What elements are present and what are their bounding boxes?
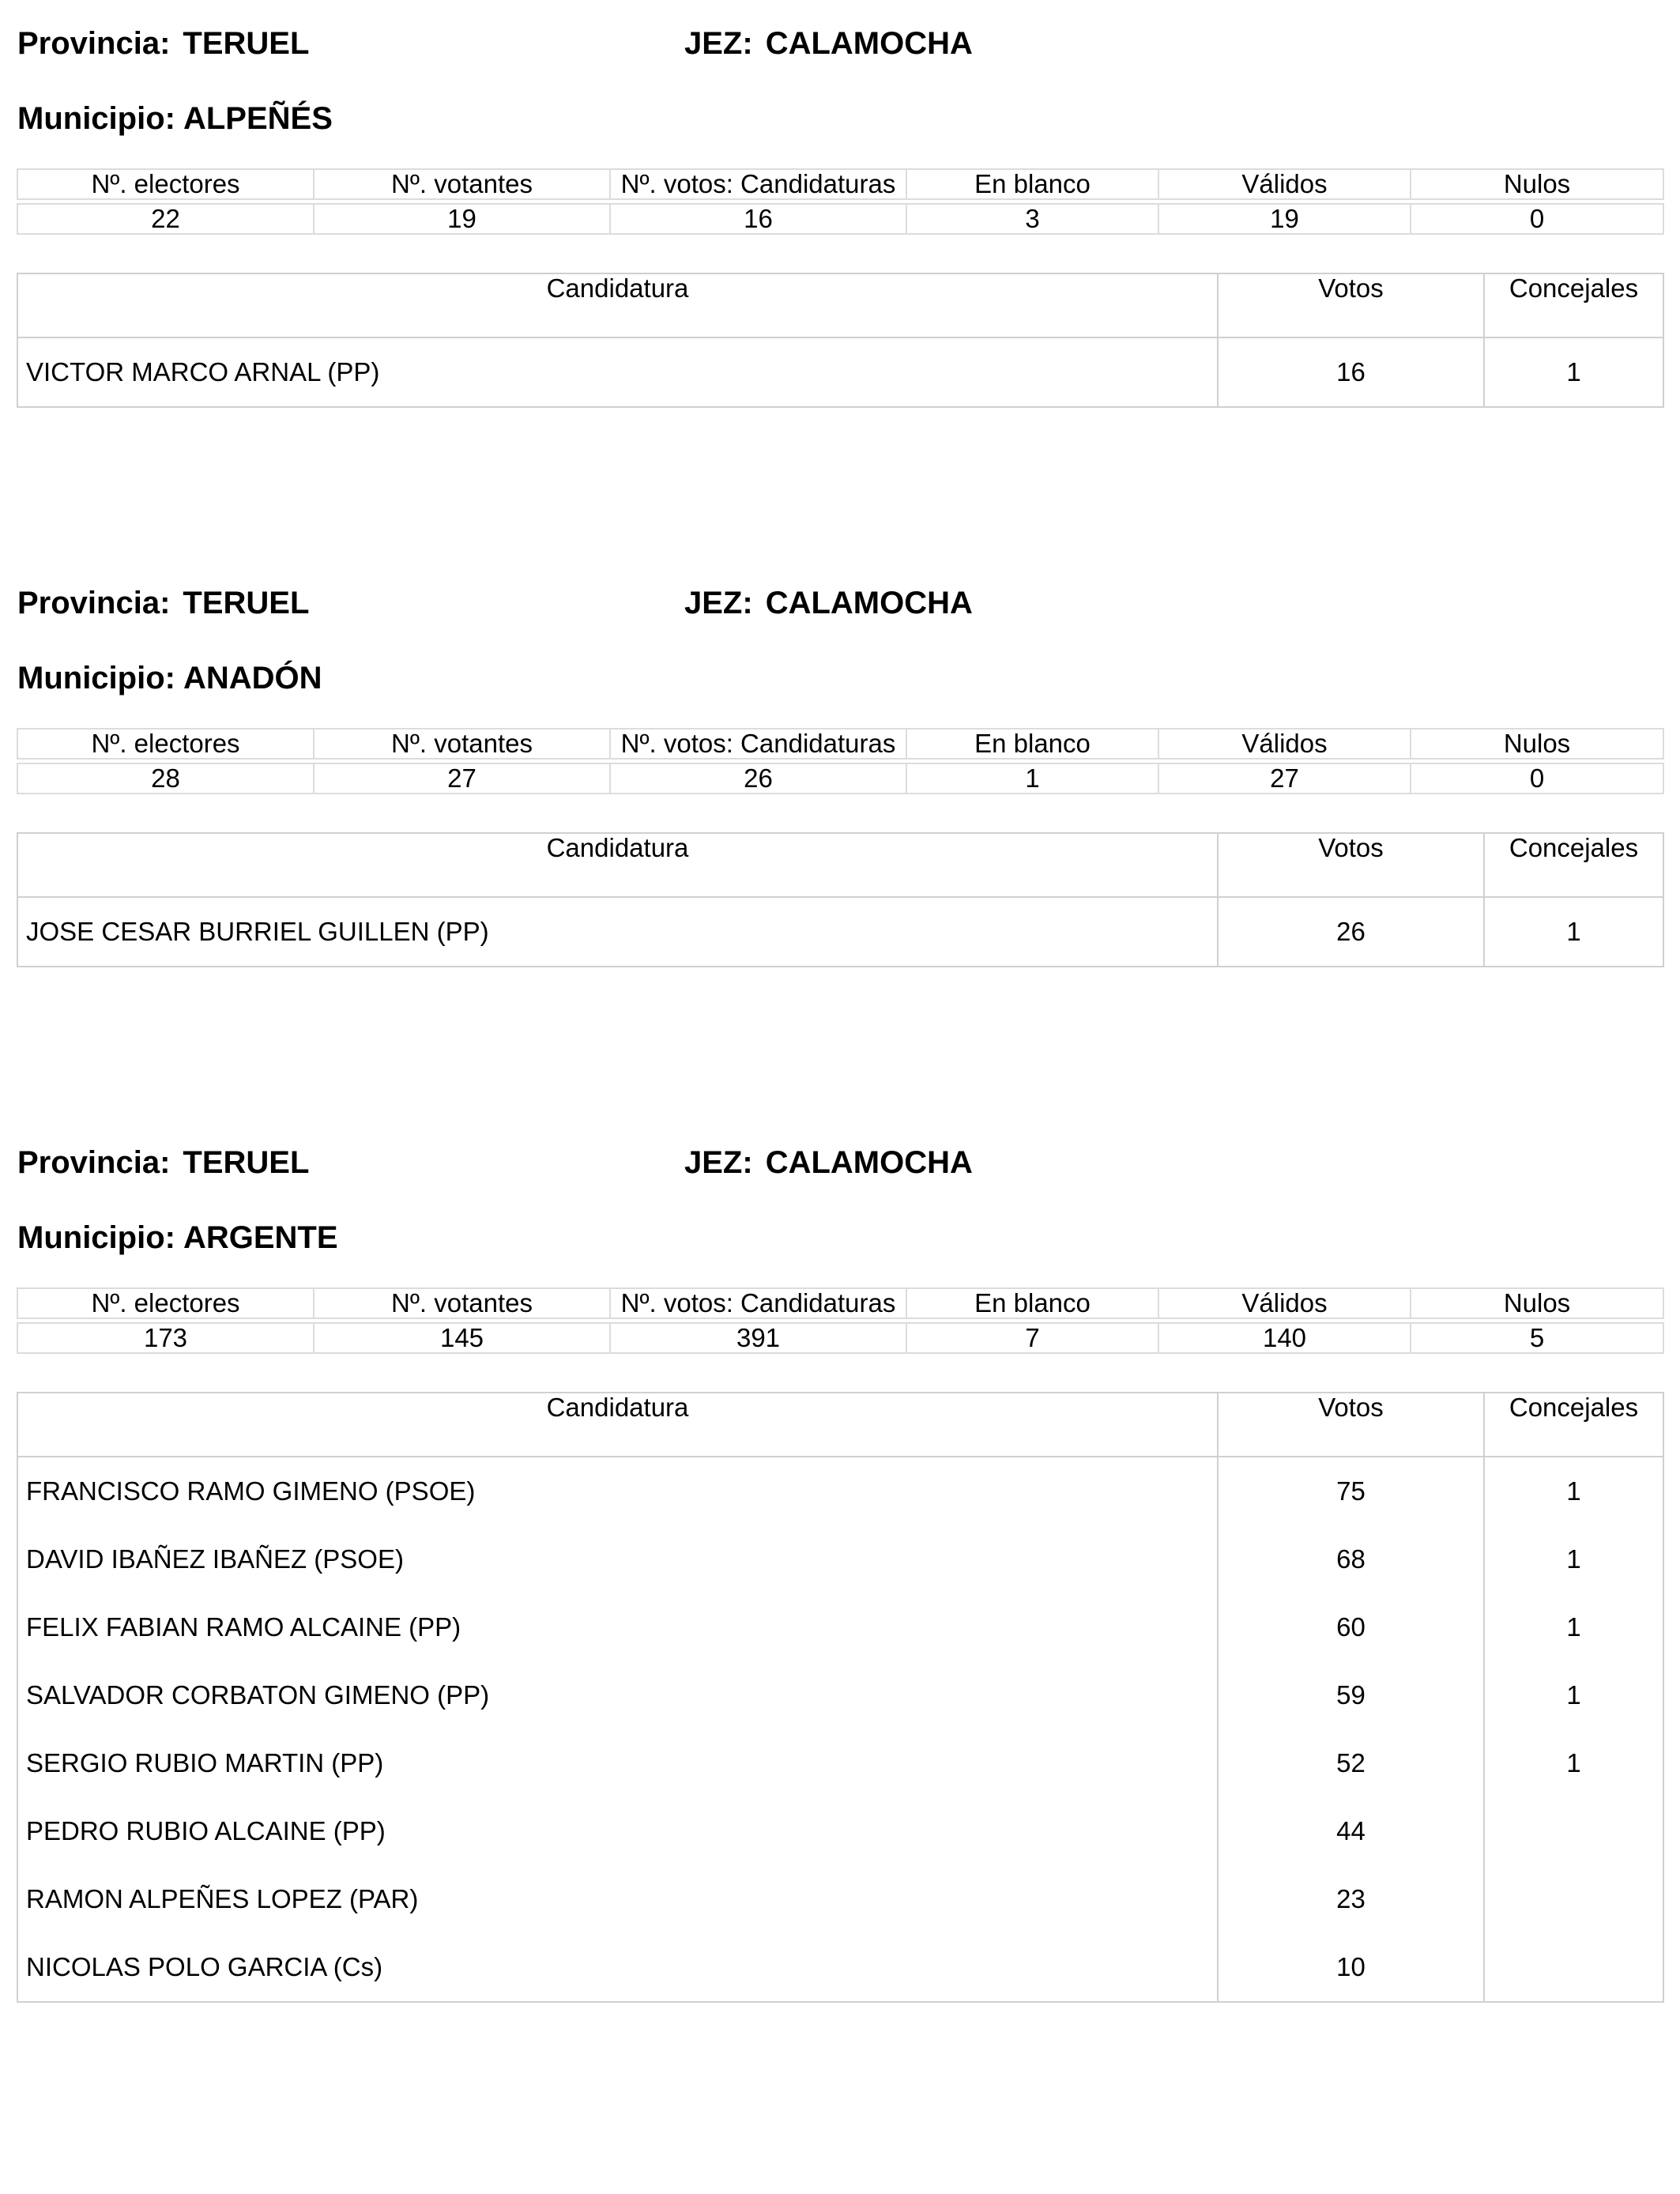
votos-header: Votos xyxy=(1218,1393,1484,1457)
candidate-name: SALVADOR CORBATON GIMENO (PP) xyxy=(17,1661,1218,1729)
candidate-concejales: 1 xyxy=(1484,1525,1663,1593)
summary-votantes: 27 xyxy=(314,763,610,794)
candidate-row xyxy=(17,1865,1663,1933)
summary-header-row xyxy=(17,729,1663,759)
summary-header-votantes: Nº. votantes xyxy=(314,729,610,759)
provincia-value: TERUEL xyxy=(183,26,310,61)
candidate-concejales xyxy=(1484,1797,1663,1865)
candidate-votos: 10 xyxy=(1218,1933,1484,2002)
candidates-header-row xyxy=(17,273,1663,337)
summary-validos: 140 xyxy=(1158,1323,1411,1353)
municipio-section xyxy=(0,560,1680,1129)
votos-header: Votos xyxy=(1218,833,1484,897)
provincia-heading xyxy=(17,1143,309,1182)
municipio-label: Municipio: xyxy=(17,101,175,136)
summary-header-validos: Válidos xyxy=(1158,169,1411,199)
summary-header-electores: Nº. electores xyxy=(17,169,314,199)
candidate-name: SERGIO RUBIO MARTIN (PP) xyxy=(17,1729,1218,1797)
provincia-label: Provincia: xyxy=(17,1145,171,1180)
summary-header-en-blanco: En blanco xyxy=(906,169,1158,199)
provincia-value: TERUEL xyxy=(183,1145,310,1180)
candidates-header-row xyxy=(17,1393,1663,1457)
municipio-heading xyxy=(17,1218,338,1257)
summary-header-votantes: Nº. votantes xyxy=(314,1288,610,1318)
candidate-row xyxy=(17,1729,1663,1797)
candidate-votos: 68 xyxy=(1218,1525,1484,1593)
candidate-row xyxy=(17,1457,1663,1525)
candidatura-header: Candidatura xyxy=(17,1393,1218,1457)
summary-validos: 19 xyxy=(1158,204,1411,234)
jez-label: JEZ: xyxy=(684,586,753,620)
summary-electores: 22 xyxy=(17,204,314,234)
summary-votos-candidaturas: 16 xyxy=(610,204,906,234)
summary-validos: 27 xyxy=(1158,763,1411,794)
summary-votantes: 19 xyxy=(314,204,610,234)
summary-header-votos-candidaturas: Nº. votos: Candidaturas xyxy=(610,729,906,759)
summary-header-validos: Válidos xyxy=(1158,729,1411,759)
summary-table xyxy=(17,1287,1664,1354)
candidate-name: FRANCISCO RAMO GIMENO (PSOE) xyxy=(17,1457,1218,1525)
candidate-row xyxy=(17,1593,1663,1661)
summary-nulos: 5 xyxy=(1411,1323,1663,1353)
provincia-label: Provincia: xyxy=(17,586,171,620)
candidate-row xyxy=(17,1525,1663,1593)
summary-en-blanco: 3 xyxy=(906,204,1158,234)
candidate-concejales: 1 xyxy=(1484,1661,1663,1729)
provincia-heading xyxy=(17,24,309,63)
summary-value-row xyxy=(17,763,1663,794)
summary-header-row xyxy=(17,169,1663,199)
summary-votos-candidaturas: 391 xyxy=(610,1323,906,1353)
summary-votos-candidaturas: 26 xyxy=(610,763,906,794)
candidate-row xyxy=(17,897,1663,967)
candidate-name: PEDRO RUBIO ALCAINE (PP) xyxy=(17,1797,1218,1865)
summary-header-row xyxy=(17,1288,1663,1318)
jez-heading xyxy=(684,583,973,623)
summary-nulos: 0 xyxy=(1411,763,1663,794)
municipio-value: ANADÓN xyxy=(183,661,322,696)
summary-header-votos-candidaturas: Nº. votos: Candidaturas xyxy=(610,169,906,199)
candidate-votos: 52 xyxy=(1218,1729,1484,1797)
municipio-label: Municipio: xyxy=(17,661,175,696)
candidate-concejales xyxy=(1484,1933,1663,2002)
candidate-row xyxy=(17,1797,1663,1865)
jez-heading xyxy=(684,1143,973,1182)
candidate-votos: 23 xyxy=(1218,1865,1484,1933)
summary-header-validos: Válidos xyxy=(1158,1288,1411,1318)
jez-label: JEZ: xyxy=(684,1145,753,1180)
summary-votantes: 145 xyxy=(314,1323,610,1353)
concejales-header: Concejales xyxy=(1484,1393,1663,1457)
jez-value: CALAMOCHA xyxy=(765,26,973,61)
summary-value-row xyxy=(17,1323,1663,1353)
candidate-row xyxy=(17,1661,1663,1729)
candidate-name: VICTOR MARCO ARNAL (PP) xyxy=(17,337,1218,407)
candidates-header-row xyxy=(17,833,1663,897)
summary-header-en-blanco: En blanco xyxy=(906,729,1158,759)
summary-header-votos-candidaturas: Nº. votos: Candidaturas xyxy=(610,1288,906,1318)
jez-label: JEZ: xyxy=(684,26,753,61)
municipio-section xyxy=(0,1119,1680,2068)
municipio-label: Municipio: xyxy=(17,1220,175,1255)
votos-header: Votos xyxy=(1218,273,1484,337)
candidate-concejales: 1 xyxy=(1484,897,1663,967)
summary-table xyxy=(17,168,1664,235)
jez-value: CALAMOCHA xyxy=(765,1145,973,1180)
municipio-heading xyxy=(17,658,322,698)
candidate-name: JOSE CESAR BURRIEL GUILLEN (PP) xyxy=(17,897,1218,967)
summary-header-electores: Nº. electores xyxy=(17,1288,314,1318)
candidate-votos: 16 xyxy=(1218,337,1484,407)
candidate-name: RAMON ALPEÑES LOPEZ (PAR) xyxy=(17,1865,1218,1933)
candidate-votos: 26 xyxy=(1218,897,1484,967)
candidates-table xyxy=(17,1392,1664,2003)
candidate-concejales: 1 xyxy=(1484,1593,1663,1661)
candidate-votos: 75 xyxy=(1218,1457,1484,1525)
summary-electores: 28 xyxy=(17,763,314,794)
candidate-name: DAVID IBAÑEZ IBAÑEZ (PSOE) xyxy=(17,1525,1218,1593)
candidates-table xyxy=(17,832,1664,967)
candidate-concejales xyxy=(1484,1865,1663,1933)
municipio-heading xyxy=(17,99,333,138)
candidate-votos: 60 xyxy=(1218,1593,1484,1661)
summary-electores: 173 xyxy=(17,1323,314,1353)
summary-table xyxy=(17,728,1664,794)
summary-header-nulos: Nulos xyxy=(1411,169,1663,199)
candidate-name: NICOLAS POLO GARCIA (Cs) xyxy=(17,1933,1218,2002)
candidate-concejales: 1 xyxy=(1484,1457,1663,1525)
summary-header-nulos: Nulos xyxy=(1411,729,1663,759)
candidate-concejales: 1 xyxy=(1484,1729,1663,1797)
municipio-section xyxy=(0,0,1680,569)
summary-en-blanco: 1 xyxy=(906,763,1158,794)
candidatura-header: Candidatura xyxy=(17,833,1218,897)
concejales-header: Concejales xyxy=(1484,273,1663,337)
candidate-name: FELIX FABIAN RAMO ALCAINE (PP) xyxy=(17,1593,1218,1661)
candidatura-header: Candidatura xyxy=(17,273,1218,337)
provincia-value: TERUEL xyxy=(183,586,310,620)
candidate-row xyxy=(17,337,1663,407)
candidate-votos: 44 xyxy=(1218,1797,1484,1865)
candidate-row xyxy=(17,1933,1663,2002)
provincia-label: Provincia: xyxy=(17,26,171,61)
concejales-header: Concejales xyxy=(1484,833,1663,897)
candidate-votos: 59 xyxy=(1218,1661,1484,1729)
provincia-heading xyxy=(17,583,309,623)
candidate-concejales: 1 xyxy=(1484,337,1663,407)
summary-nulos: 0 xyxy=(1411,204,1663,234)
candidates-table xyxy=(17,273,1664,408)
municipio-value: ALPEÑÉS xyxy=(183,101,333,136)
summary-header-electores: Nº. electores xyxy=(17,729,314,759)
jez-heading xyxy=(684,24,973,63)
summary-header-nulos: Nulos xyxy=(1411,1288,1663,1318)
summary-header-votantes: Nº. votantes xyxy=(314,169,610,199)
summary-header-en-blanco: En blanco xyxy=(906,1288,1158,1318)
municipio-value: ARGENTE xyxy=(183,1220,338,1255)
summary-en-blanco: 7 xyxy=(906,1323,1158,1353)
jez-value: CALAMOCHA xyxy=(765,586,973,620)
summary-value-row xyxy=(17,204,1663,234)
